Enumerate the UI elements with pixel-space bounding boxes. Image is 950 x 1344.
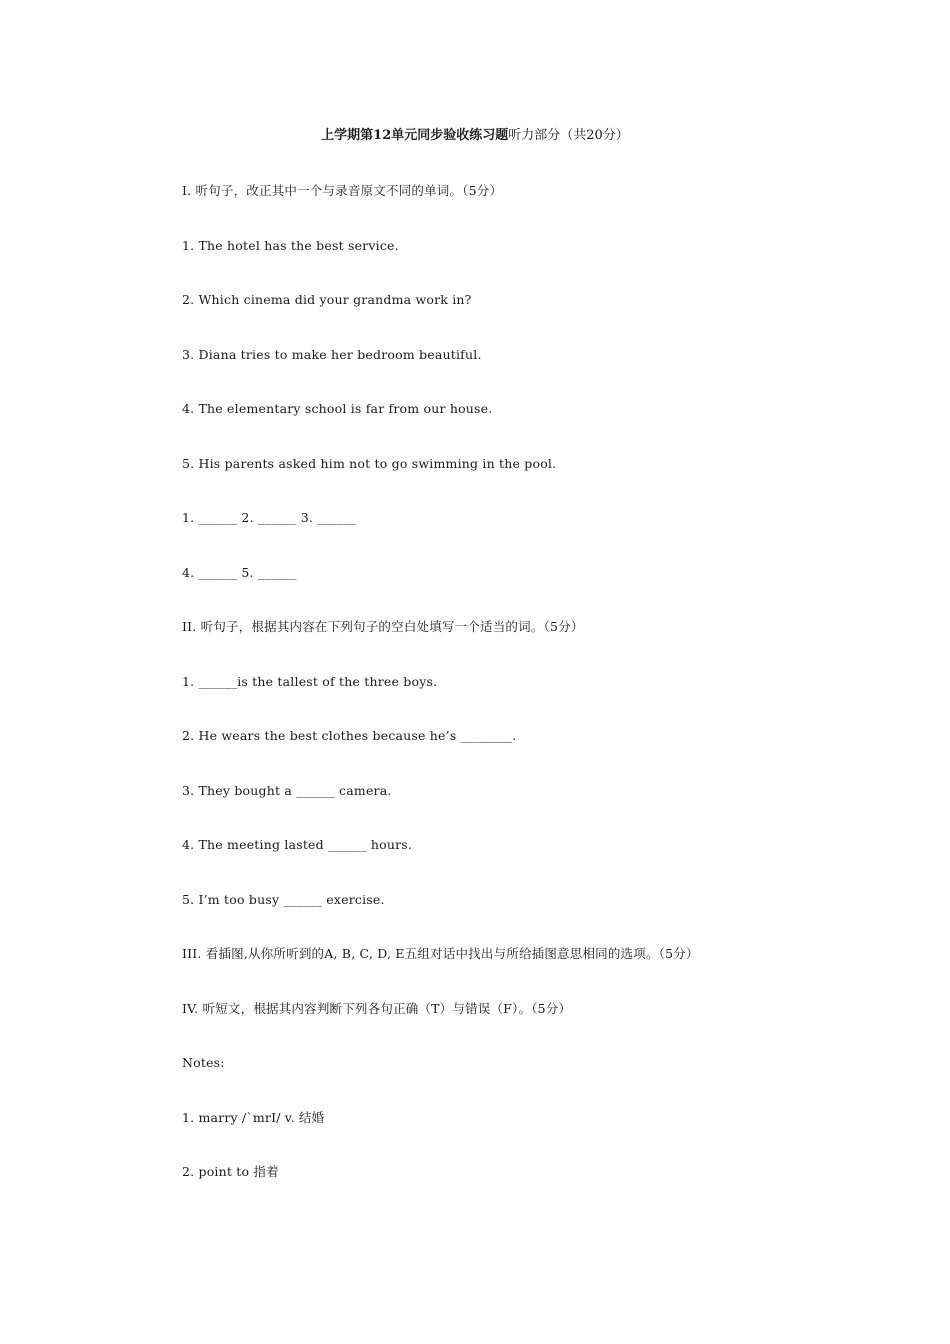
note-1: 1. marry /`mrI/ v. 结婚 <box>182 1109 325 1125</box>
section-1-sentence-3: 3. Diana tries to make her bedroom beautiful. <box>182 346 482 362</box>
section-2-sentence-5: 5. I’m too busy ______ exercise. <box>182 891 385 907</box>
section-1-sentence-4: 4. The elementary school is far from our house. <box>182 401 493 416</box>
section-2-sentence-1: 1. ______is the tallest of the three boys. <box>182 673 438 689</box>
page-title <box>0 127 950 145</box>
section-1-heading: I. 听句子，改正其中一个与录音原文不同的单词。（5分） <box>182 183 503 198</box>
section-3-heading: III. 看插图,从你所听到的A, B, C, D, E五组对话中找出与所给插图意思相同的选项。（5分） <box>182 946 699 961</box>
section-4-heading: IV. 听短文，根据其内容判断下列各句正确（T）与错误（F）。（5分） <box>182 1000 572 1016</box>
section-1-sentence-5: 5. His parents asked him not to go swimming in the pool. <box>182 455 557 471</box>
section-1-answer-blanks-row-1: 1. ______ 2. ______ 3. ______ <box>182 510 356 525</box>
section-2-heading: II. 听句子，根据其内容在下列句子的空白处填写一个适当的词。（5分） <box>182 619 584 634</box>
section-1-answer-blanks-row-2: 4. ______ 5. ______ <box>182 564 297 580</box>
notes-heading: Notes: <box>182 1055 225 1070</box>
document-body <box>182 182 882 1218</box>
section-1-sentence-2: 2. Which cinema did your grandma work in? <box>182 292 472 307</box>
title-normal-part: 听力部分（共20分） <box>508 128 629 143</box>
title-bold-part: 上学期第12单元同步验收练习题 <box>321 128 509 143</box>
section-2-sentence-3: 3. They bought a ______ camera. <box>182 782 392 798</box>
note-2: 2. point to 指着 <box>182 1164 279 1179</box>
section-2-sentence-2: 2. He wears the best clothes because he’s ________. <box>182 728 517 743</box>
section-2-sentence-4: 4. The meeting lasted ______ hours. <box>182 837 413 852</box>
section-1-sentence-1: 1. The hotel has the best service. <box>182 237 399 253</box>
